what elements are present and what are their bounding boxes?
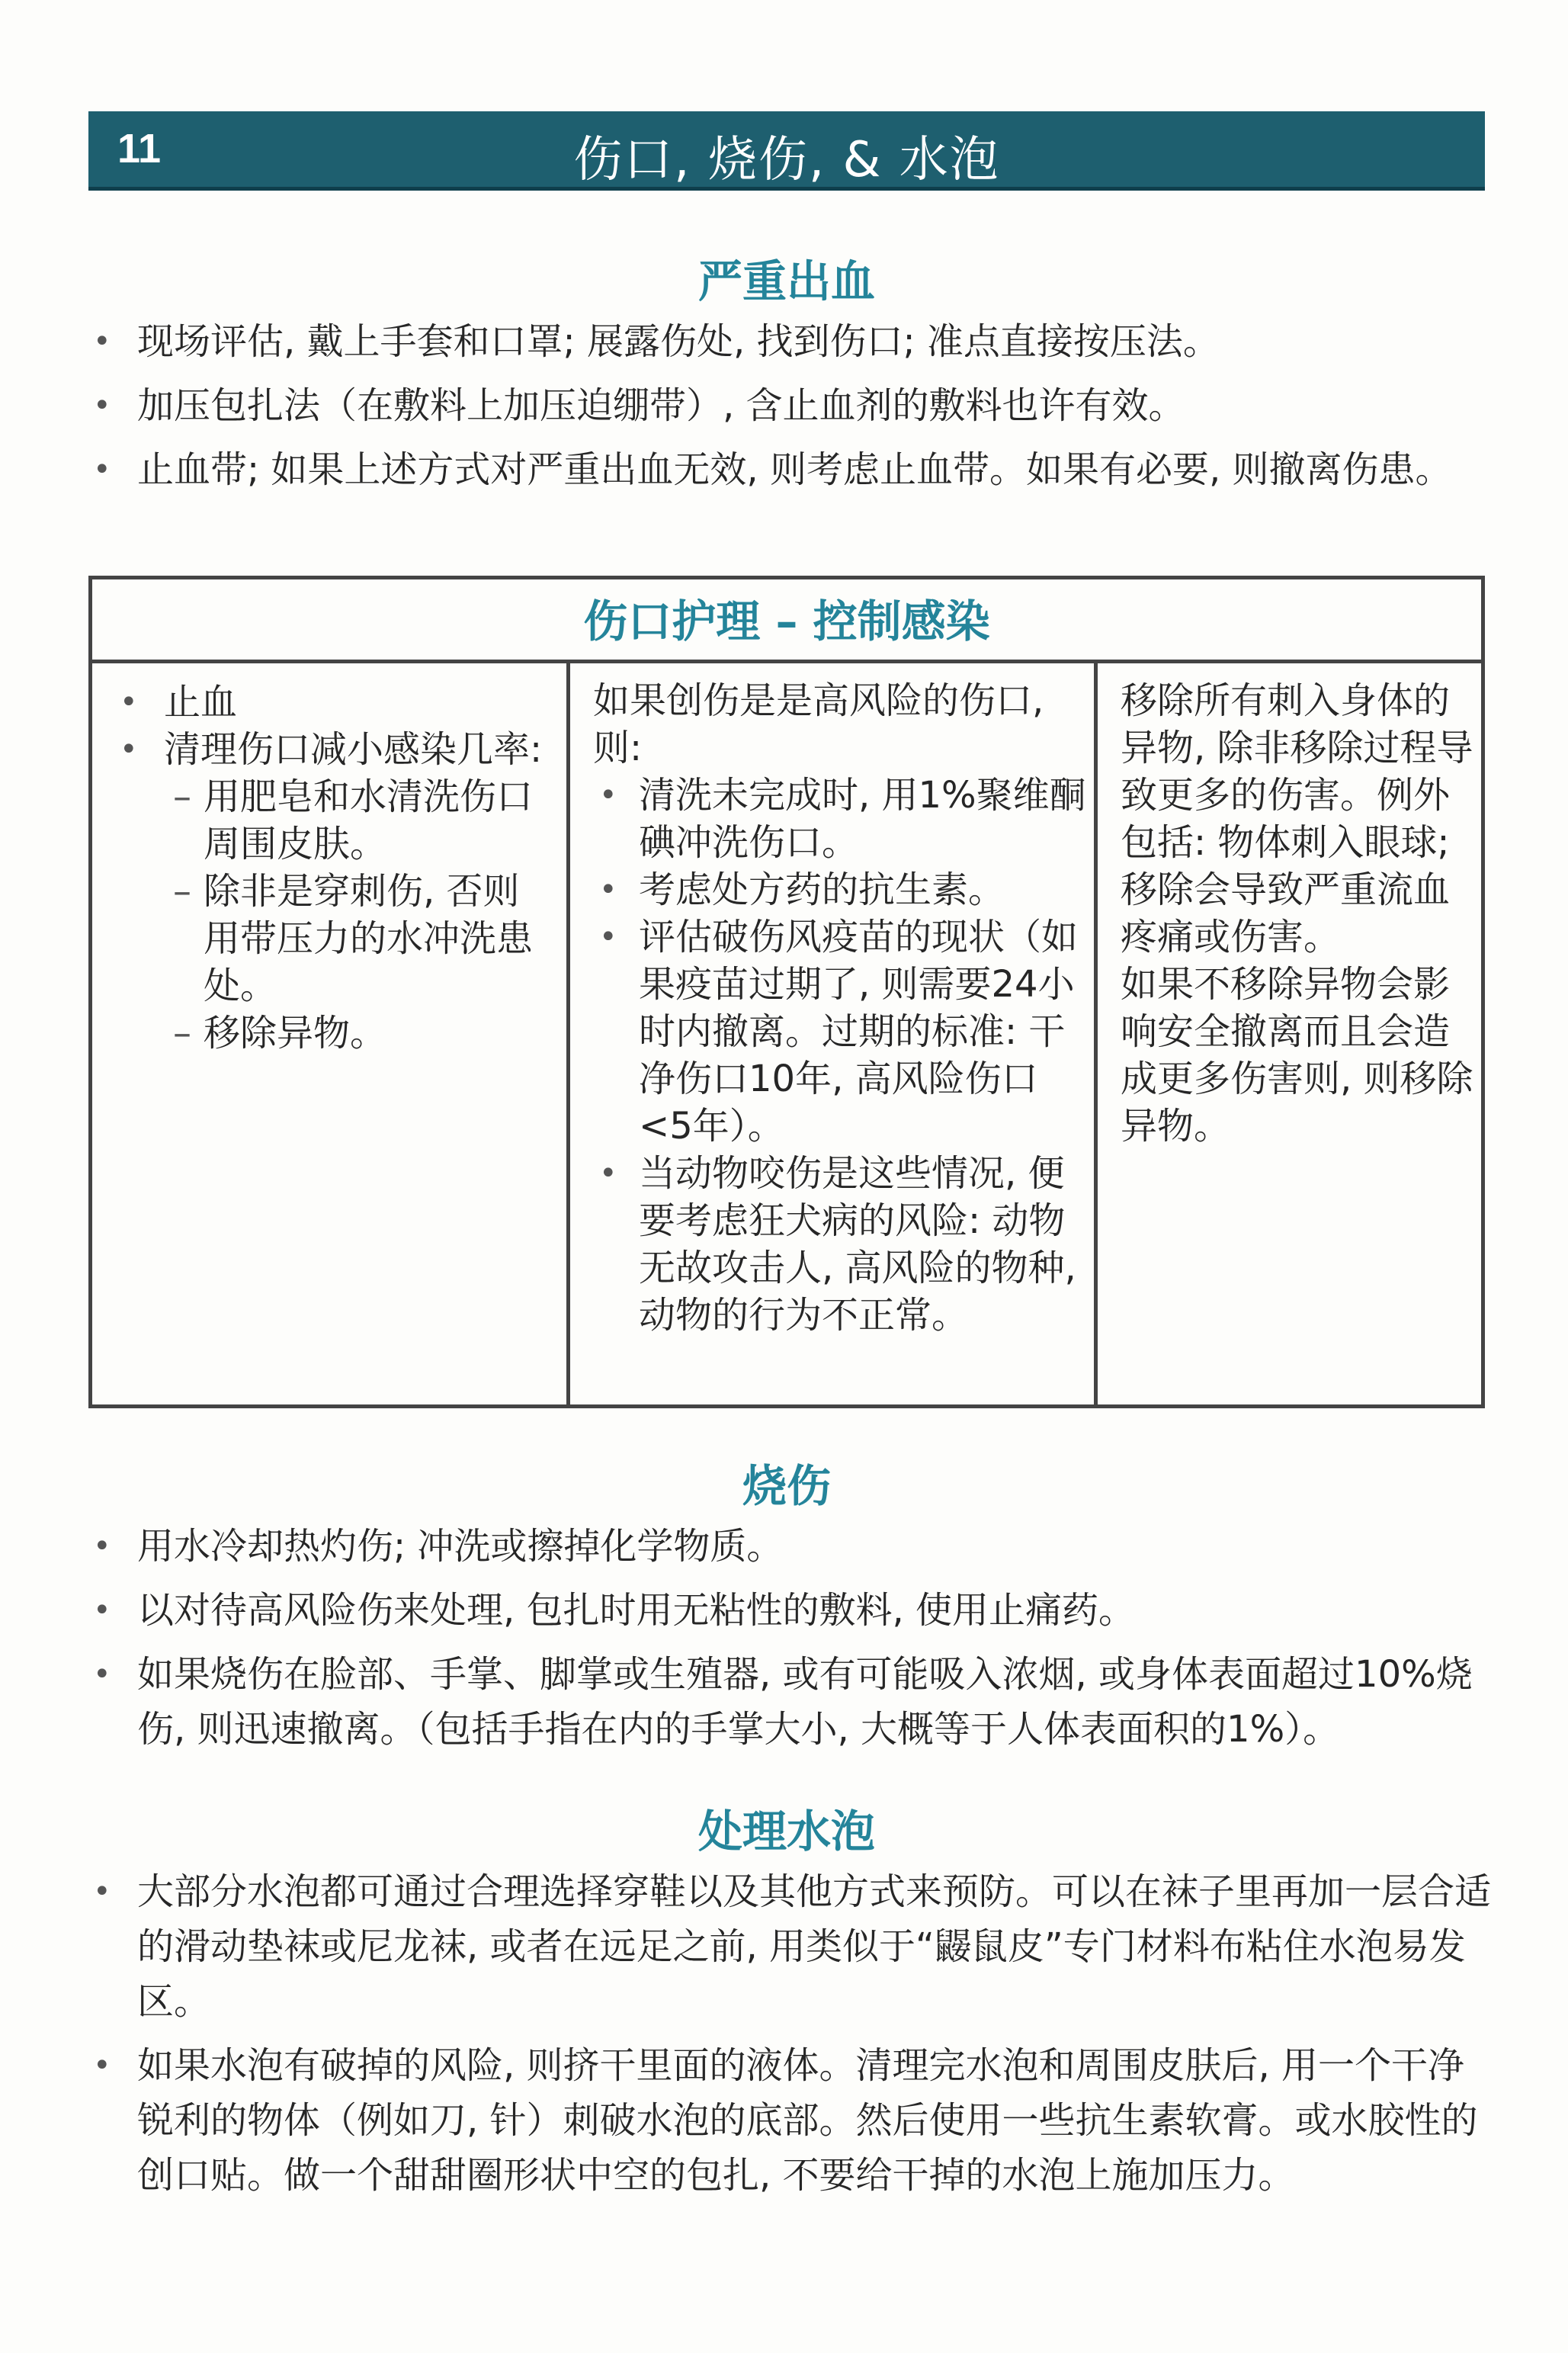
col-intro: 如果创伤是是高风险的伤口, 则: <box>593 679 1044 769</box>
list-item: • 如果烧伤在脸部、手掌、脚掌或生殖器, 或有可能吸入浓烟, 或身体表面超过10%烧伤, 则迅速撤离。（包括手指在内的手掌大小, 大概等于人体表面积的1%）。 <box>88 1647 1499 1757</box>
wound-care-col-2 <box>566 663 1094 1404</box>
bleeding-heading: 严重出血 <box>697 255 875 307</box>
sub-list-item: – 用肥皂和水清洗伤口周围皮肤。 <box>164 773 554 868</box>
bleeding-list <box>88 314 1499 506</box>
page-title: 伤口, 烧伤, & 水泡 <box>573 132 1000 188</box>
sub-list-item: – 移除异物。 <box>164 1010 554 1057</box>
list-item: • 如果水泡有破掉的风险, 则挤干里面的液体。清理完水泡和周围皮肤后, 用一个干净锐利的物体（例如刀, 针）刺破水泡的底部。然后使用一些抗生素软膏。或水胶性的创口贴。做一个甜甜圈形状中空的包扎, 不要给干掉的水泡上施加压力。 <box>88 2038 1499 2203</box>
list-item-text: 清理伤口减小感染几率: <box>164 728 543 771</box>
page-number: 11 <box>117 126 162 172</box>
list-item: • 用水冷却热灼伤; 冲洗或擦掉化学物质。 <box>88 1519 1499 1574</box>
list-item <box>111 726 554 1057</box>
burns-list <box>88 1519 1499 1766</box>
wound-care-col-1 <box>92 663 566 1404</box>
list-item: • 止血带; 如果上述方式对严重出血无效, 则考虑止血带。如果有必要, 则撤离伤患。 <box>88 442 1499 497</box>
list-item: • 加压包扎法（在敷料上加压迫绷带）, 含止血剂的敷料也许有效。 <box>88 378 1499 433</box>
list-item: • 清洗未完成时, 用1%聚维酮碘冲洗伤口。 <box>593 772 1086 866</box>
list-item: • 止血 <box>111 679 554 726</box>
list-item: • 以对待高风险伤来处理, 包扎时用无粘性的敷料, 使用止痛药。 <box>88 1583 1499 1638</box>
list-item: • 大部分水泡都可通过合理选择穿鞋以及其他方式来预防。可以在袜子里再加一层合适的滑动垫袜或尼龙袜, 或者在远足之前, 用类似于“鼹鼠皮”专门材料布粘住水泡易发区。 <box>88 1864 1499 2029</box>
wound-care-title: 伤口护理 – 控制感染 <box>92 579 1481 663</box>
col-paragraph: 如果不移除异物会影响安全撤离而且会造成更多伤害则, 则移除异物。 <box>1121 963 1473 1148</box>
wound-care-table <box>88 576 1485 1408</box>
list-item: • 现场评估, 戴上手套和口罩; 展露伤处, 找到伤口; 准点直接按压法。 <box>88 314 1499 369</box>
sub-list-item: – 除非是穿刺伤, 否则用带压力的水冲洗患处。 <box>164 868 554 1010</box>
wound-care-col-3 <box>1094 663 1481 1404</box>
page-header <box>88 111 1485 191</box>
blisters-list <box>88 1864 1499 2212</box>
blisters-heading: 处理水泡 <box>697 1806 875 1857</box>
burns-heading: 烧伤 <box>742 1460 831 1512</box>
list-item: • 当动物咬伤是这些情况, 便要考虑狂犬病的风险: 动物无故攻击人, 高风险的物种, 动物的行为不正常。 <box>593 1150 1086 1339</box>
list-item: • 考虑处方药的抗生素。 <box>593 866 1086 913</box>
list-item: • 评估破伤风疫苗的现状（如果疫苗过期了, 则需要24小时内撤离。过期的标准: 干净伤口10年, 高风险伤口<5年）。 <box>593 913 1086 1150</box>
col-paragraph: 移除所有刺入身体的异物, 除非移除过程导致更多的伤害。例外包括: 物体刺入眼球; 移除会导致严重流血疼痛或伤害。 <box>1121 679 1473 958</box>
